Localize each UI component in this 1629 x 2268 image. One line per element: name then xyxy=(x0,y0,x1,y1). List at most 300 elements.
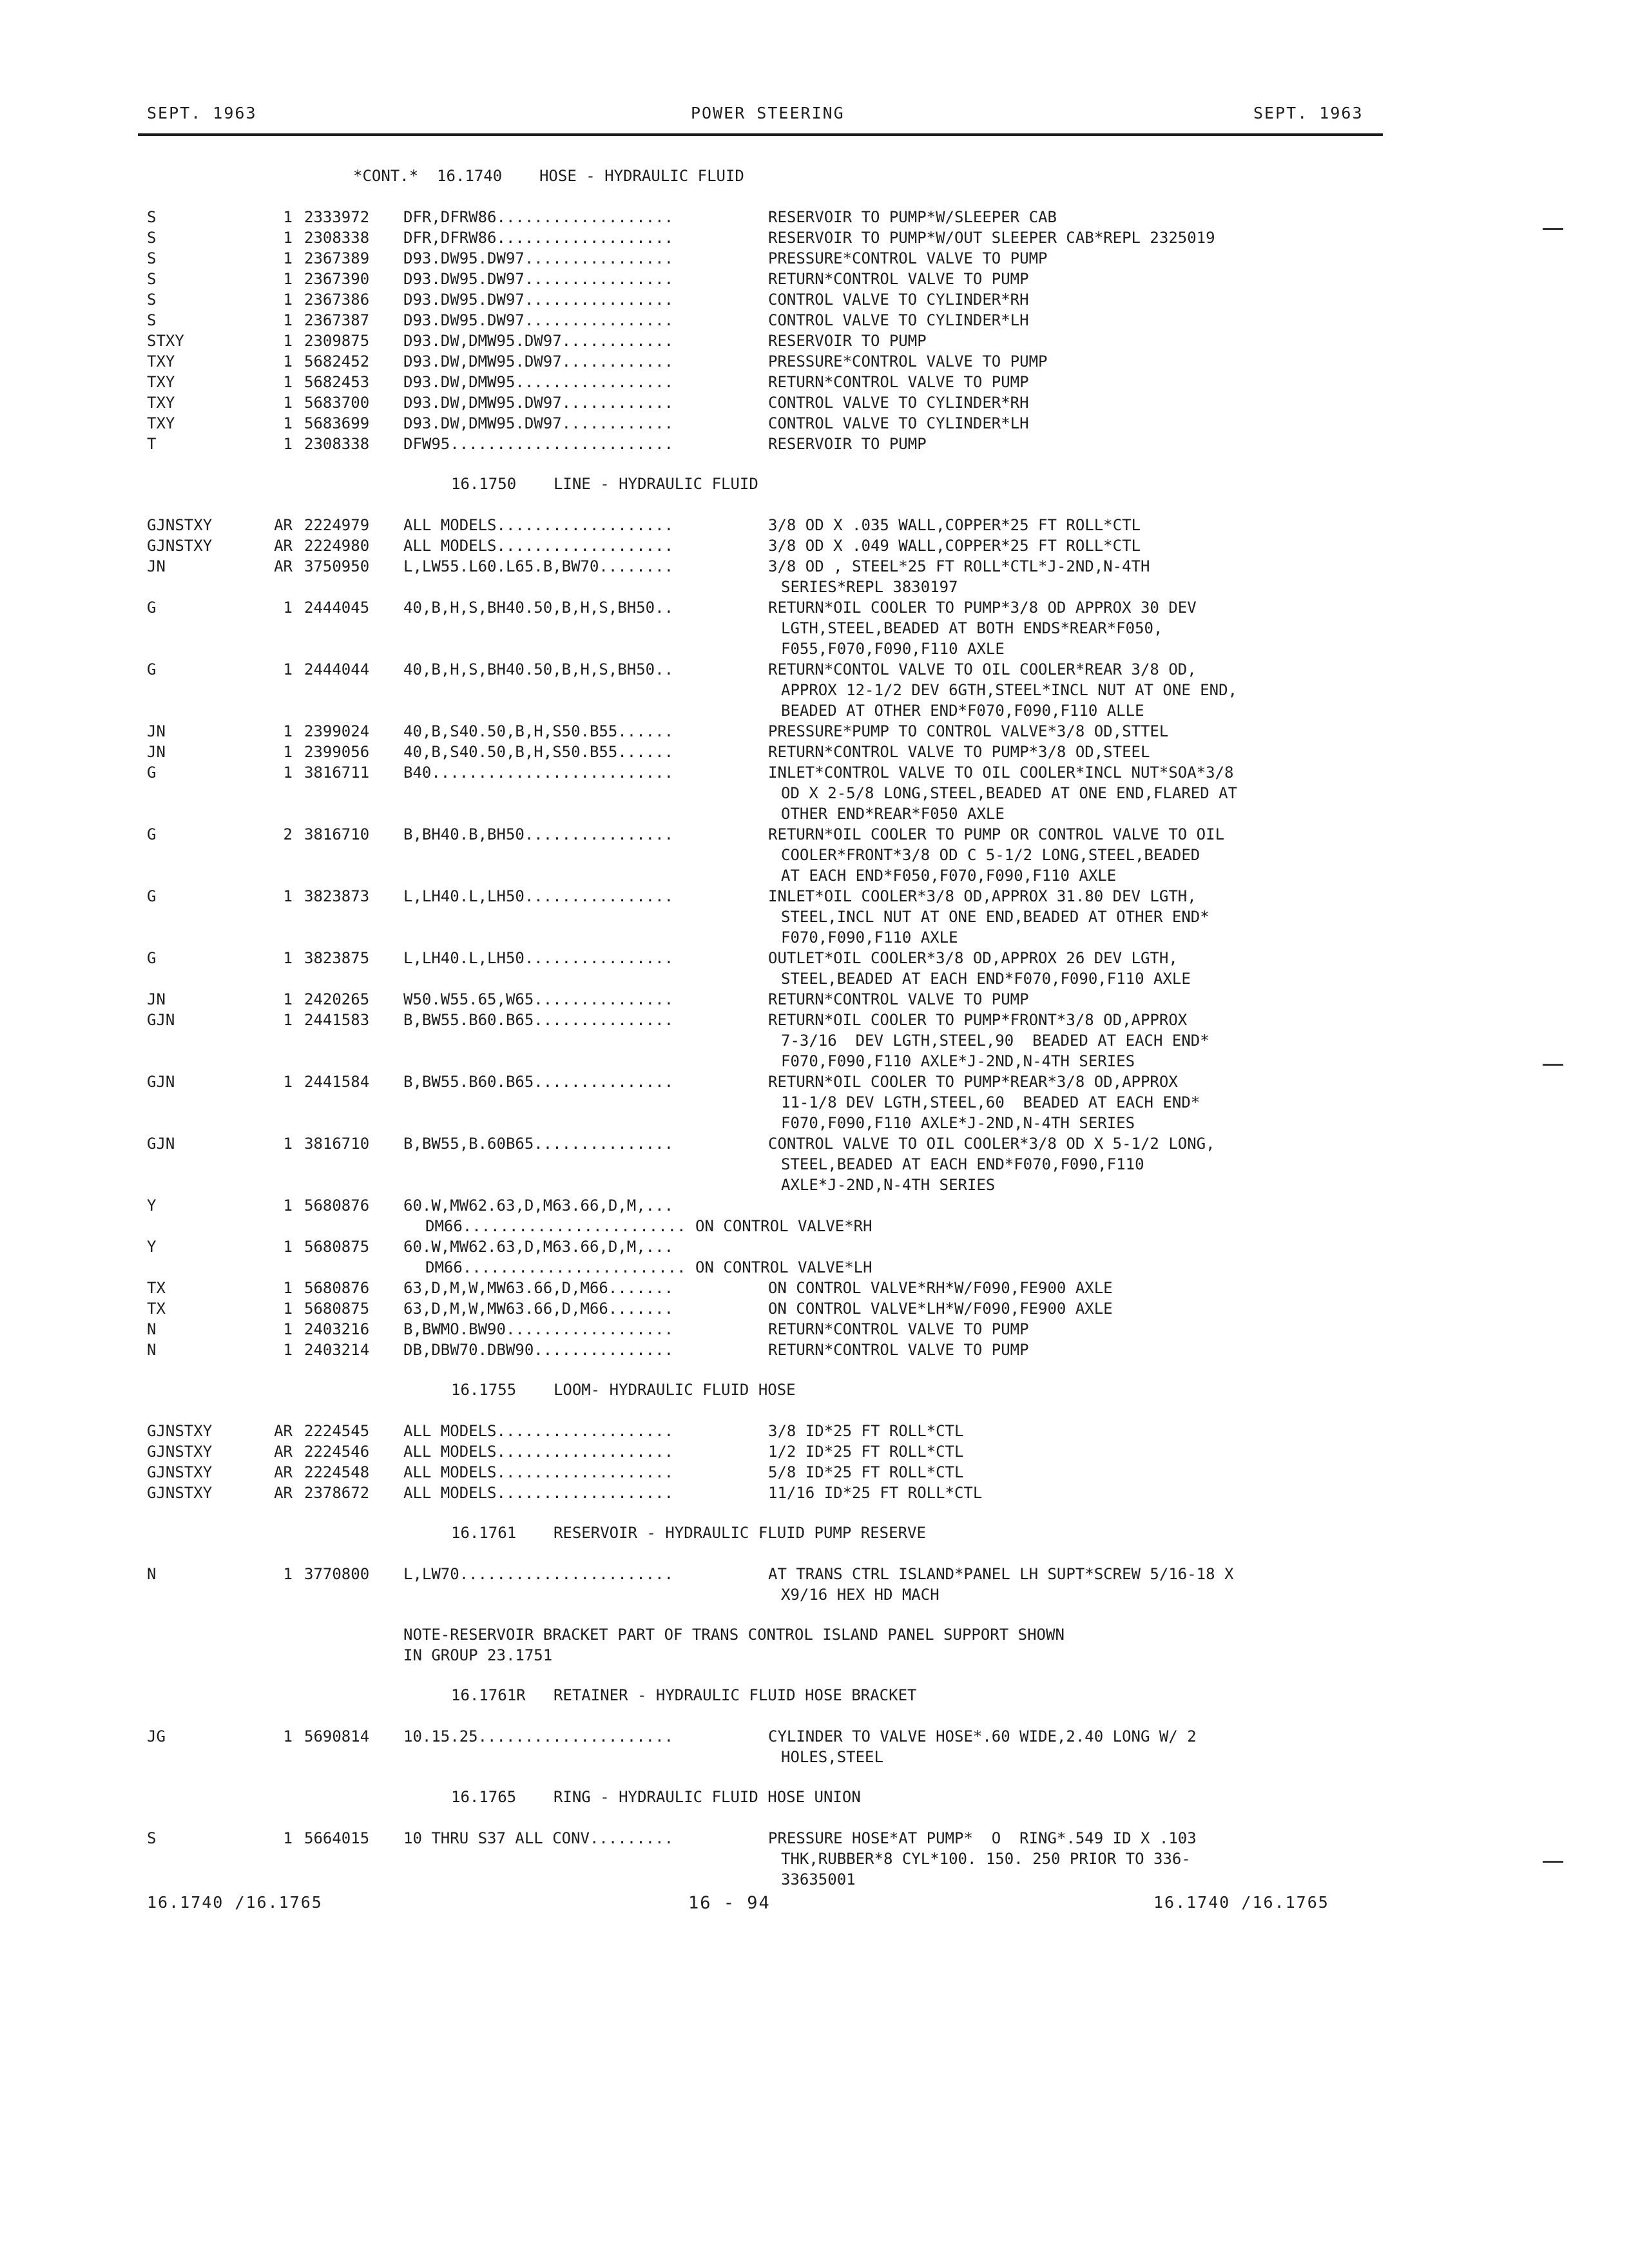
quantity: 2 xyxy=(283,825,293,843)
model-codes: GJNSTXY xyxy=(147,516,213,534)
model-codes: N xyxy=(147,1565,157,1583)
application-models: 40,B,S40.50,B,H,S50.B55...... xyxy=(403,722,674,740)
continuation-line xyxy=(0,680,1629,700)
model-codes: TXY xyxy=(147,373,175,391)
continuation-line-text: LGTH,STEEL,BEADED AT BOTH ENDS*REAR*F050, xyxy=(781,619,1163,637)
model-codes: GJNSTXY xyxy=(147,1422,213,1440)
section-heading xyxy=(0,474,1629,494)
quantity: 1 xyxy=(283,1565,293,1583)
part-description: INLET*CONTROL VALVE TO OIL COOLER*INCL NUT*SOA*3/8 xyxy=(768,764,1234,782)
part-number: 2224548 xyxy=(304,1463,370,1481)
model-codes: G xyxy=(147,825,157,843)
part-number: 2367386 xyxy=(304,291,370,309)
model-codes: S xyxy=(147,249,157,267)
note-text-text: IN GROUP 23.1751 xyxy=(403,1646,553,1664)
application-models: ALL MODELS................... xyxy=(403,537,674,555)
part-description: 1/2 ID*25 FT ROLL*CTL xyxy=(768,1443,964,1461)
quantity: AR xyxy=(274,1463,293,1481)
part-description: PRESSURE*PUMP TO CONTROL VALVE*3/8 OD,STTEL xyxy=(768,722,1169,740)
quantity: 1 xyxy=(283,722,293,740)
continuation-line-text: F055,F070,F090,F110 AXLE xyxy=(781,640,1005,658)
model-codes: S xyxy=(147,1829,157,1847)
continuation-line-text: THK,RUBBER*8 CYL*100. 150. 250 PRIOR TO 336- xyxy=(781,1850,1191,1868)
margin-mark xyxy=(1543,1861,1563,1863)
continuation-line-text: STEEL,INCL NUT AT ONE END,BEADED AT OTHER END* xyxy=(781,908,1210,926)
quantity: 1 xyxy=(283,764,293,782)
part-number: 2444045 xyxy=(304,599,370,617)
model-codes: Y xyxy=(147,1238,157,1256)
table-row xyxy=(0,659,1629,680)
model-codes: T xyxy=(147,435,157,453)
continuation-line xyxy=(0,1154,1629,1175)
part-description: RETURN*OIL COOLER TO PUMP*FRONT*3/8 OD,APPROX xyxy=(768,1011,1188,1029)
table-row xyxy=(0,392,1629,413)
table-row xyxy=(0,1278,1629,1298)
part-description: CONTROL VALVE TO CYLINDER*LH xyxy=(768,311,1029,329)
part-description: CYLINDER TO VALVE HOSE*.60 WIDE,2.40 LONG W/ 2 xyxy=(768,1727,1197,1745)
model-codes: S xyxy=(147,291,157,309)
application-models: D93.DW95.DW97................ xyxy=(403,311,674,329)
part-number: 2444044 xyxy=(304,660,370,678)
quantity: 1 xyxy=(283,229,293,247)
part-number: 2399024 xyxy=(304,722,370,740)
model-codes: GJNSTXY xyxy=(147,537,213,555)
table-row xyxy=(0,1828,1629,1849)
part-number: 2224980 xyxy=(304,537,370,555)
model-codes: STXY xyxy=(147,332,184,350)
section-heading-text: 16.1765 RING - HYDRAULIC FLUID HOSE UNION xyxy=(451,1788,861,1806)
table-row xyxy=(0,413,1629,434)
part-number: 5664015 xyxy=(304,1829,370,1847)
continuation-line-text: 11-1/8 DEV LGTH,STEEL,60 BEADED AT EACH END* xyxy=(781,1093,1200,1111)
quantity: 1 xyxy=(283,990,293,1008)
quantity: AR xyxy=(274,1422,293,1440)
part-number: 5682453 xyxy=(304,373,370,391)
quantity: 1 xyxy=(283,249,293,267)
part-description: CONTROL VALVE TO CYLINDER*RH xyxy=(768,291,1029,309)
table-row xyxy=(0,886,1629,907)
application-models: 10.15.25..................... xyxy=(403,1727,674,1745)
application-models: B,BWMO.BW90.................. xyxy=(403,1320,674,1338)
quantity: 1 xyxy=(283,373,293,391)
part-number: 3770800 xyxy=(304,1565,370,1583)
table-row xyxy=(0,556,1629,577)
part-number: 2308338 xyxy=(304,435,370,453)
part-description: RETURN*CONTROL VALVE TO PUMP xyxy=(768,1341,1029,1359)
table-row xyxy=(0,269,1629,289)
continuation-line-text: STEEL,BEADED AT EACH END*F070,F090,F110 AXLE xyxy=(781,970,1191,988)
section-heading-text: *CONT.* 16.1740 HOSE - HYDRAULIC FLUID xyxy=(353,167,744,185)
part-description: RETURN*CONTROL VALVE TO PUMP xyxy=(768,270,1029,288)
part-description: 3/8 OD X .035 WALL,COPPER*25 FT ROLL*CTL xyxy=(768,516,1141,534)
model-codes: S xyxy=(147,229,157,247)
table-row xyxy=(0,742,1629,762)
section-heading xyxy=(0,1379,1629,1400)
footer-range-right: 16.1740 /16.1765 xyxy=(1153,1893,1329,1912)
part-description: 5/8 ID*25 FT ROLL*CTL xyxy=(768,1463,964,1481)
section-heading-text: 16.1761R RETAINER - HYDRAULIC FLUID HOSE BRACKET xyxy=(451,1686,917,1704)
model-codes: GJN xyxy=(147,1073,175,1091)
continuation-line xyxy=(0,927,1629,948)
model-codes: N xyxy=(147,1341,157,1359)
table-row xyxy=(0,1421,1629,1441)
model-codes: JN xyxy=(147,743,166,761)
quantity: 1 xyxy=(283,1829,293,1847)
application-models: ALL MODELS................... xyxy=(403,1422,674,1440)
application-models: 60.W,MW62.63,D,M63.66,D,M,... xyxy=(403,1238,674,1256)
quantity: 1 xyxy=(283,887,293,905)
part-description: RESERVOIR TO PUMP*W/SLEEPER CAB xyxy=(768,208,1057,226)
header-date-right: SEPT. 1963 xyxy=(1253,104,1364,122)
application-models: L,LW70....................... xyxy=(403,1565,674,1583)
application-models: L,LH40.L,LH50................ xyxy=(403,887,674,905)
part-description: CONTROL VALVE TO CYLINDER*RH xyxy=(768,394,1029,412)
model-codes: G xyxy=(147,660,157,678)
continuation-line xyxy=(0,1216,1629,1236)
table-row xyxy=(0,289,1629,310)
continuation-line-text: AT EACH END*F050,F070,F090,F110 AXLE xyxy=(781,867,1117,885)
continuation-line-text: COOLER*FRONT*3/8 OD C 5-1/2 LONG,STEEL,BEADED xyxy=(781,846,1200,864)
table-row xyxy=(0,1564,1629,1584)
application-models: 10 THRU S37 ALL CONV......... xyxy=(403,1829,674,1847)
header-title: POWER STEERING xyxy=(691,104,845,122)
part-number: 5690814 xyxy=(304,1727,370,1745)
continuation-line-text: HOLES,STEEL xyxy=(781,1748,883,1766)
table-row xyxy=(0,310,1629,331)
continuation-line xyxy=(0,639,1629,659)
application-models: B,BH40.B,BH50................ xyxy=(403,825,674,843)
part-description: 11/16 ID*25 FT ROLL*CTL xyxy=(768,1484,983,1502)
model-codes: JN xyxy=(147,990,166,1008)
footer-range-left: 16.1740 /16.1765 xyxy=(147,1893,323,1912)
application-models: D93.DW,DMW95................. xyxy=(403,373,674,391)
quantity: 1 xyxy=(283,270,293,288)
part-description: CONTROL VALVE TO OIL COOLER*3/8 OD X 5-1/2 LONG, xyxy=(768,1135,1215,1153)
quantity: 1 xyxy=(283,1727,293,1745)
application-models: 40,B,S40.50,B,H,S50.B55...... xyxy=(403,743,674,761)
part-number: 2403216 xyxy=(304,1320,370,1338)
table-row xyxy=(0,989,1629,1010)
section-heading-text: 16.1750 LINE - HYDRAULIC FLUID xyxy=(451,475,758,493)
continuation-line xyxy=(0,803,1629,824)
continuation-line xyxy=(0,577,1629,597)
model-codes: N xyxy=(147,1320,157,1338)
quantity: 1 xyxy=(283,1238,293,1256)
quantity: AR xyxy=(274,1484,293,1502)
table-row xyxy=(0,331,1629,351)
part-description: 3/8 OD , STEEL*25 FT ROLL*CTL*J-2ND,N-4TH xyxy=(768,557,1150,575)
continuation-line xyxy=(0,1584,1629,1605)
continuation-line xyxy=(0,968,1629,989)
table-row xyxy=(0,1236,1629,1257)
part-description: RETURN*OIL COOLER TO PUMP OR CONTROL VALVE TO OIL xyxy=(768,825,1225,843)
header-date-left: SEPT. 1963 xyxy=(147,104,257,122)
part-number: 3750950 xyxy=(304,557,370,575)
part-number: 2308338 xyxy=(304,229,370,247)
application-models: DFW95........................ xyxy=(403,435,674,453)
section-heading xyxy=(0,166,1629,186)
part-description: RETURN*CONTOL VALVE TO OIL COOLER*REAR 3/8 OD, xyxy=(768,660,1197,678)
part-number: 2333972 xyxy=(304,208,370,226)
quantity: 1 xyxy=(283,291,293,309)
table-row xyxy=(0,434,1629,454)
continuation-line-text: APPROX 12-1/2 DEV 6GTH,STEEL*INCL NUT AT ONE END, xyxy=(781,681,1238,699)
part-number: 2399056 xyxy=(304,743,370,761)
continuation-line xyxy=(0,1869,1629,1890)
part-description: AT TRANS CTRL ISLAND*PANEL LH SUPT*SCREW 5/16-18 X xyxy=(768,1565,1234,1583)
table-row xyxy=(0,824,1629,845)
part-description: RETURN*CONTROL VALVE TO PUMP xyxy=(768,990,1029,1008)
quantity: AR xyxy=(274,557,293,575)
table-row xyxy=(0,1298,1629,1319)
quantity: 1 xyxy=(283,743,293,761)
table-row xyxy=(0,351,1629,372)
section-heading xyxy=(0,1685,1629,1706)
part-number: 3823875 xyxy=(304,949,370,967)
model-codes: Y xyxy=(147,1196,157,1215)
part-description: RETURN*OIL COOLER TO PUMP*REAR*3/8 OD,APPROX xyxy=(768,1073,1178,1091)
continuation-line xyxy=(0,1051,1629,1072)
application-models: D93.DW,DMW95.DW97............ xyxy=(403,352,674,370)
continuation-line xyxy=(0,783,1629,803)
part-description: RETURN*CONTROL VALVE TO PUMP*3/8 OD,STEEL xyxy=(768,743,1150,761)
model-codes: G xyxy=(147,764,157,782)
model-codes: TXY xyxy=(147,352,175,370)
quantity: 1 xyxy=(283,1011,293,1029)
part-number: 5680876 xyxy=(304,1279,370,1297)
part-number: 5680875 xyxy=(304,1238,370,1256)
part-description: PRESSURE*CONTROL VALVE TO PUMP xyxy=(768,352,1048,370)
model-codes: JN xyxy=(147,557,166,575)
table-row xyxy=(0,515,1629,535)
continuation-line-text: F070,F090,F110 AXLE*J-2ND,N-4TH SERIES xyxy=(781,1114,1135,1132)
table-row xyxy=(0,535,1629,556)
part-description: RESERVOIR TO PUMP xyxy=(768,435,927,453)
table-row xyxy=(0,1195,1629,1216)
application-models: 60.W,MW62.63,D,M63.66,D,M,... xyxy=(403,1196,674,1215)
model-codes: GJNSTXY xyxy=(147,1443,213,1461)
part-number: 2224545 xyxy=(304,1422,370,1440)
quantity: 1 xyxy=(283,1320,293,1338)
part-number: 3816710 xyxy=(304,1135,370,1153)
application-models: D93.DW95.DW97................ xyxy=(403,249,674,267)
note-text-text: NOTE-RESERVOIR BRACKET PART OF TRANS CONTROL ISLAND PANEL SUPPORT SHOWN xyxy=(403,1626,1065,1644)
quantity: 1 xyxy=(283,599,293,617)
margin-mark xyxy=(1543,228,1563,230)
quantity: 1 xyxy=(283,435,293,453)
application-models: ALL MODELS................... xyxy=(403,1484,674,1502)
continuation-line xyxy=(0,1257,1629,1278)
quantity: 1 xyxy=(283,1196,293,1215)
model-codes: JG xyxy=(147,1727,166,1745)
continuation-line-text: BEADED AT OTHER END*F070,F090,F110 ALLE xyxy=(781,702,1144,720)
application-models: 63,D,M,W,MW63.66,D,M66....... xyxy=(403,1279,674,1297)
section-heading xyxy=(0,1523,1629,1543)
application-models: L,LH40.L,LH50................ xyxy=(403,949,674,967)
section-heading-text: 16.1761 RESERVOIR - HYDRAULIC FLUID PUMP RESERVE xyxy=(451,1524,926,1542)
part-number: 2403214 xyxy=(304,1341,370,1359)
table-row xyxy=(0,1072,1629,1092)
header-rule xyxy=(138,133,1383,136)
table-row xyxy=(0,721,1629,742)
quantity: 1 xyxy=(283,332,293,350)
model-codes: GJNSTXY xyxy=(147,1484,213,1502)
part-description: RESERVOIR TO PUMP xyxy=(768,332,927,350)
part-description: ON CONTROL VALVE*LH*W/F090,FE900 AXLE xyxy=(768,1300,1113,1318)
quantity: 1 xyxy=(283,660,293,678)
part-number: 5683699 xyxy=(304,414,370,432)
model-codes: G xyxy=(147,887,157,905)
part-number: 5682452 xyxy=(304,352,370,370)
model-codes: GJN xyxy=(147,1011,175,1029)
continuation-line xyxy=(0,1849,1629,1869)
application-models: B,BW55.B60.B65............... xyxy=(403,1011,674,1029)
continuation-line xyxy=(0,845,1629,865)
section-heading-text: 16.1755 LOOM- HYDRAULIC FLUID HOSE xyxy=(451,1381,796,1399)
part-description: RETURN*CONTROL VALVE TO PUMP xyxy=(768,1320,1029,1338)
continuation-line-text: OTHER END*REAR*F050 AXLE xyxy=(781,805,1005,823)
continuation-line-text: OD X 2-5/8 LONG,STEEL,BEADED AT ONE END,FLARED AT xyxy=(781,784,1238,802)
continuation-line-text: F070,F090,F110 AXLE xyxy=(781,928,958,947)
quantity: 1 xyxy=(283,1341,293,1359)
table-row xyxy=(0,1010,1629,1030)
quantity: AR xyxy=(274,516,293,534)
part-number: 2367389 xyxy=(304,249,370,267)
part-number: 2441583 xyxy=(304,1011,370,1029)
application-models: B40.......................... xyxy=(403,764,674,782)
model-codes: G xyxy=(147,949,157,967)
continuation-line xyxy=(0,1747,1629,1767)
application-models: D93.DW,DMW95.DW97............ xyxy=(403,394,674,412)
model-codes: TXY xyxy=(147,394,175,412)
quantity: 1 xyxy=(283,311,293,329)
part-number: 2367387 xyxy=(304,311,370,329)
part-description: RETURN*OIL COOLER TO PUMP*3/8 OD APPROX 30 DEV xyxy=(768,599,1197,617)
quantity: AR xyxy=(274,537,293,555)
application-models: D93.DW95.DW97................ xyxy=(403,291,674,309)
application-models: D93.DW95.DW97................ xyxy=(403,270,674,288)
quantity: 1 xyxy=(283,1279,293,1297)
section-heading xyxy=(0,1787,1629,1807)
continuation-line-text: AXLE*J-2ND,N-4TH SERIES xyxy=(781,1176,996,1194)
part-number: 2367390 xyxy=(304,270,370,288)
part-number: 2420265 xyxy=(304,990,370,1008)
table-row xyxy=(0,1726,1629,1747)
continuation-line-text: 7-3/16 DEV LGTH,STEEL,90 BEADED AT EACH END* xyxy=(781,1032,1210,1050)
continuation-line-text: X9/16 HEX HD MACH xyxy=(781,1586,940,1604)
note-text xyxy=(0,1645,1629,1666)
continuation-line xyxy=(0,1175,1629,1195)
part-description: 3/8 ID*25 FT ROLL*CTL xyxy=(768,1422,964,1440)
quantity: AR xyxy=(274,1443,293,1461)
part-description: RESERVOIR TO PUMP*W/OUT SLEEPER CAB*REPL 2325019 xyxy=(768,229,1215,247)
continuation-line xyxy=(0,1113,1629,1133)
part-description: PRESSURE HOSE*AT PUMP* O RING*.549 ID X .103 xyxy=(768,1829,1197,1847)
model-codes: JN xyxy=(147,722,166,740)
application-models: 40,B,H,S,BH40.50,B,H,S,BH50.. xyxy=(403,660,674,678)
part-number: 3816711 xyxy=(304,764,370,782)
continuation-line xyxy=(0,865,1629,886)
model-codes: TXY xyxy=(147,414,175,432)
part-number: 5680876 xyxy=(304,1196,370,1215)
table-row xyxy=(0,207,1629,227)
model-codes: S xyxy=(147,270,157,288)
table-row xyxy=(0,1133,1629,1154)
model-codes: GJNSTXY xyxy=(147,1463,213,1481)
quantity: 1 xyxy=(283,1135,293,1153)
model-codes: TX xyxy=(147,1279,166,1297)
table-row xyxy=(0,372,1629,392)
part-number: 5680875 xyxy=(304,1300,370,1318)
application-models: 40,B,H,S,BH40.50,B,H,S,BH50.. xyxy=(403,599,674,617)
quantity: 1 xyxy=(283,1073,293,1091)
part-number: 3816710 xyxy=(304,825,370,843)
application-models: 63,D,M,W,MW63.66,D,M66....... xyxy=(403,1300,674,1318)
application-models: ALL MODELS................... xyxy=(403,516,674,534)
model-codes: S xyxy=(147,311,157,329)
application-models: ALL MODELS................... xyxy=(403,1443,674,1461)
part-number: 2309875 xyxy=(304,332,370,350)
part-number: 3823873 xyxy=(304,887,370,905)
part-description: RETURN*CONTROL VALVE TO PUMP xyxy=(768,373,1029,391)
application-models: DB,DBW70.DBW90............... xyxy=(403,1341,674,1359)
quantity: 1 xyxy=(283,1300,293,1318)
table-row xyxy=(0,248,1629,269)
table-row xyxy=(0,948,1629,968)
continuation-line xyxy=(0,1092,1629,1113)
quantity: 1 xyxy=(283,352,293,370)
quantity: 1 xyxy=(283,394,293,412)
table-row xyxy=(0,1441,1629,1462)
continuation-line-text: DM66........................ ON CONTROL VALVE*RH xyxy=(425,1217,872,1235)
part-description: PRESSURE*CONTROL VALVE TO PUMP xyxy=(768,249,1048,267)
continuation-line xyxy=(0,1030,1629,1051)
quantity: 1 xyxy=(283,414,293,432)
continuation-line xyxy=(0,618,1629,639)
application-models: B,BW55.B60.B65............... xyxy=(403,1073,674,1091)
quantity: 1 xyxy=(283,949,293,967)
model-codes: S xyxy=(147,208,157,226)
table-row xyxy=(0,1340,1629,1360)
part-number: 2378672 xyxy=(304,1484,370,1502)
continuation-line-text: SERIES*REPL 3830197 xyxy=(781,578,958,596)
part-description: OUTLET*OIL COOLER*3/8 OD,APPROX 26 DEV LGTH, xyxy=(768,949,1178,967)
application-models: DFR,DFRW86................... xyxy=(403,229,674,247)
continuation-line-text: DM66........................ ON CONTROL VALVE*LH xyxy=(425,1258,872,1276)
application-models: B,BW55,B.60B65............... xyxy=(403,1135,674,1153)
part-number: 2224546 xyxy=(304,1443,370,1461)
continuation-line xyxy=(0,700,1629,721)
application-models: ALL MODELS................... xyxy=(403,1463,674,1481)
continuation-line-text: STEEL,BEADED AT EACH END*F070,F090,F110 xyxy=(781,1155,1144,1173)
part-description: 3/8 OD X .049 WALL,COPPER*25 FT ROLL*CTL xyxy=(768,537,1141,555)
footer-page-number: 16 - 94 xyxy=(688,1893,771,1913)
note-text xyxy=(0,1624,1629,1645)
part-description: INLET*OIL COOLER*3/8 OD,APPROX 31.80 DEV LGTH, xyxy=(768,887,1197,905)
table-row xyxy=(0,1319,1629,1340)
application-models: D93.DW,DMW95.DW97............ xyxy=(403,332,674,350)
model-codes: G xyxy=(147,599,157,617)
part-number: 2441584 xyxy=(304,1073,370,1091)
table-row xyxy=(0,227,1629,248)
table-row xyxy=(0,1462,1629,1483)
continuation-line xyxy=(0,907,1629,927)
quantity: 1 xyxy=(283,208,293,226)
application-models: L,LW55.L60.L65.B,BW70........ xyxy=(403,557,674,575)
application-models: W50.W55.65,W65............... xyxy=(403,990,674,1008)
continuation-line-text: F070,F090,F110 AXLE*J-2ND,N-4TH SERIES xyxy=(781,1052,1135,1070)
table-row xyxy=(0,597,1629,618)
